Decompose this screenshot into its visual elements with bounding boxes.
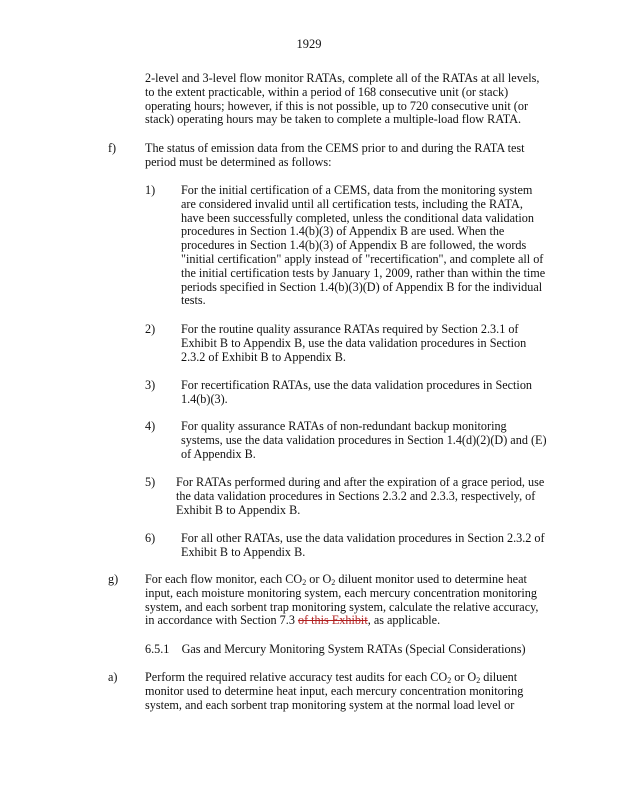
- item-a-subscript-2: 2: [476, 676, 481, 685]
- struck-text: of this Exhibit: [297, 613, 368, 628]
- item-a-text-part-3: diluent monitor used to determine heat input, each mercury concentration monitoring system, and each sorbent trap monitoring system at the normal load level or: [145, 670, 524, 712]
- subitem-2-marker: 2): [145, 322, 156, 336]
- item-g-subscript-2: 2: [331, 578, 336, 587]
- subitem-1-text: For the initial certification of a CEMS, data from the monitoring system are considered invalid until all certification tests, including the RATA, have been successfully completed, unless the conditional data validation procedures in Section 1.4(b)(3) of Appendix B are used. When the procedures in Section 1.4(b)(3) of Appendix B are followed, the words "initial certification" apply instead of "recertification", and complete all of the initial certification tests by January 1, 2009, rather than within the time periods specified in Section 1.4(b)(3)(D) of Appendix B for the individual tests.: [181, 183, 546, 308]
- subitem-4-text: For quality assurance RATAs of non-redundant backup monitoring systems, use the data validation procedures in Section 1.4(d)(2)(D) and (E) of Appendix B.: [181, 419, 547, 461]
- page-number: 1929: [296, 37, 322, 51]
- section-heading: 6.5.1 Gas and Mercury Monitoring System RATAs (Special Considerations): [145, 642, 526, 656]
- item-a-subscript-1: 2: [447, 676, 452, 685]
- item-g-text-part-3: diluent monitor used to determine heat input, each moisture monitoring system, each mercury concentration monitoring system, and each sorbent trap monitoring system, calculate the relative accuracy, in accordance with Section 7.3: [145, 572, 539, 628]
- subitem-6-marker: 6): [145, 531, 156, 545]
- subitem-3-text: For recertification RATAs, use the data validation procedures in Section 1.4(b)(3).: [181, 378, 533, 406]
- item-g-marker: g): [108, 572, 119, 586]
- item-f-text: The status of emission data from the CEMS prior to and during the RATA test period must be determined as follows:: [145, 141, 525, 169]
- subitem-1-marker: 1): [145, 183, 156, 197]
- item-g-text-part-4: , as applicable.: [367, 613, 441, 628]
- subitem-4-marker: 4): [145, 419, 156, 433]
- subitem-2-text: For the routine quality assurance RATAs required by Section 2.3.1 of Exhibit B to Appendix B, use the data validation procedures in Section 2.3.2 of Exhibit B to Appendix B.: [181, 322, 527, 364]
- item-g-subscript-1: 2: [302, 578, 307, 587]
- item-g-text-part-1: For each flow monitor, each CO: [145, 572, 303, 586]
- item-g-text-part-2: or O: [306, 572, 332, 586]
- subitem-3-marker: 3): [145, 378, 156, 392]
- item-f-marker: f): [108, 141, 117, 155]
- item-a-text: [145, 671, 543, 712]
- subitem-5-marker: 5): [145, 475, 156, 489]
- item-a-text-part-1: Perform the required relative accuracy test audits for each CO: [145, 670, 448, 684]
- item-a-marker: a): [108, 670, 118, 684]
- subitem-5-text: For RATAs performed during and after the expiration of a grace period, use the data validation procedures in Sections 2.3.2 and 2.3.3, respectively, of Exhibit B to Appendix B.: [176, 475, 545, 517]
- subitem-6-text: For all other RATAs, use the data validation procedures in Section 2.3.2 of Exhibit B to Appendix B.: [181, 531, 545, 559]
- intro-paragraph: 2-level and 3-level flow monitor RATAs, complete all of the RATAs at all levels, to the extent practicable, within a period of 168 consecutive unit (or stack) operating hours; however, if this is not possible, up to 720 consecutive unit (or stack) operating hours may be taken to complete a multiple-load flow RATA.: [145, 71, 540, 127]
- item-g-text: [145, 573, 543, 628]
- item-a-text-part-2: or O: [451, 670, 477, 684]
